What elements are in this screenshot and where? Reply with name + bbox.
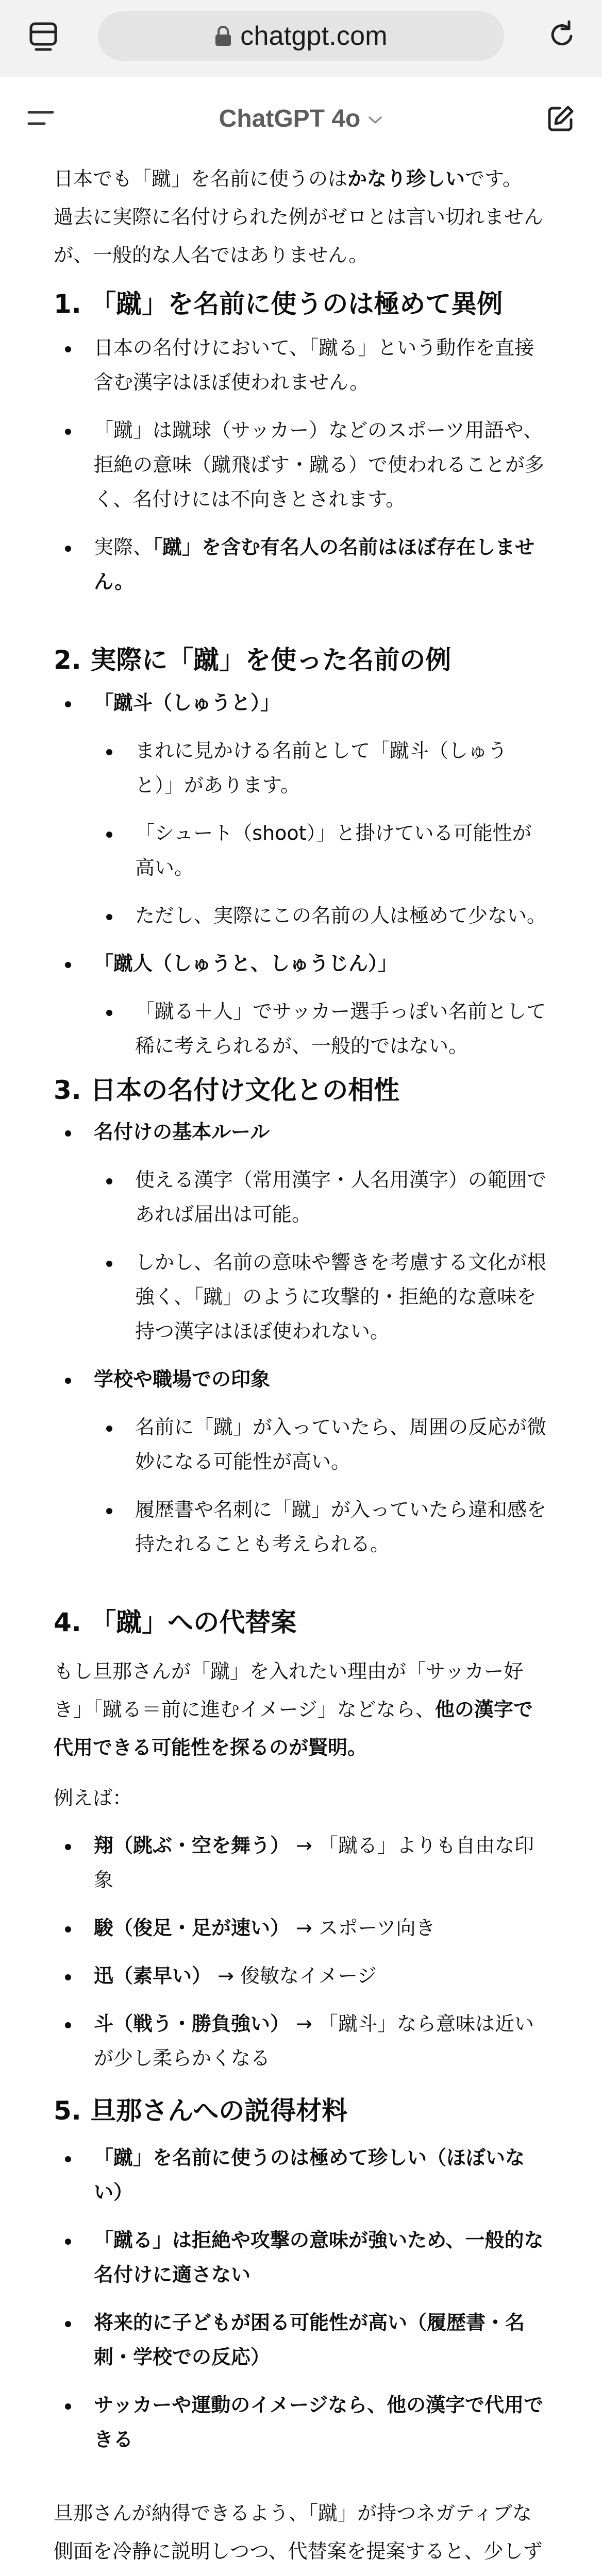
- list-item: [54, 2223, 548, 2292]
- list-item: [94, 994, 548, 1063]
- section-5-heading: 5. 旦那さんへの説得材料: [54, 2096, 348, 2126]
- list-item-text: 「蹴」は蹴球（サッカー）などのスポーツ用語や、: [94, 419, 543, 442]
- list-item: [54, 2141, 548, 2210]
- section-2-sublist-2: [94, 994, 548, 1063]
- list-item-emphasis: 「蹴」を含む有名人の名前はほぼ存在しませ: [153, 536, 535, 558]
- paragraph-text: き」「蹴る＝前に進むイメージ」などなら、: [54, 1698, 435, 1721]
- list-item-text: 実際、: [94, 536, 153, 558]
- section-2-sublist-1: [94, 734, 548, 933]
- list-item-text: ただし、実際にこの名前の人は極めて少ない。: [135, 904, 547, 927]
- section-4-list: [54, 1828, 548, 2076]
- list-item-title: 「蹴斗（しゅうと）」: [94, 691, 280, 714]
- section-5-list: [54, 2141, 548, 2457]
- list-item-text: 妙になる可能性が高い。: [135, 1450, 351, 1473]
- section-2-list: [54, 686, 548, 720]
- list-item-text: が少し柔らかくなる: [94, 2047, 271, 2070]
- chat-header: [0, 77, 602, 160]
- section-3-sublist-2: [94, 1410, 548, 1562]
- section-3-list: [54, 1362, 548, 1397]
- list-item-emphasis: 迅（素早い）: [94, 1964, 212, 1987]
- paragraph-text: 側面を冷静に説明しつつ、代替案を提案すると、少しず: [54, 2540, 543, 2563]
- list-item: [54, 2388, 548, 2457]
- list-item-text: 履歴書や名刺に「蹴」が入っていたら違和感を: [135, 1498, 547, 1521]
- section-3-heading: 3. 日本の名付け文化との相性: [54, 1075, 400, 1105]
- list-item-text: 「蹴る」は拒絶や攻撃の意味が強いため、一般的な: [94, 2229, 544, 2251]
- intro-text: 日本でも「蹴」を名前に使うのは: [54, 167, 348, 190]
- paragraph-emphasis: 代用できる可能性を探るのが賢明。: [54, 1736, 367, 1759]
- list-item-text: きる: [94, 2428, 133, 2451]
- chevron-down-icon: [367, 115, 383, 125]
- list-item-text: 稀に考えられるが、一般的ではない。: [135, 1035, 469, 1057]
- list-item-text: 象: [94, 1869, 114, 1891]
- tabs-icon[interactable]: [27, 20, 60, 53]
- paragraph-text: 旦那さんが納得できるよう、「蹴」が持つネガティブな: [54, 2502, 532, 2524]
- list-item: [54, 413, 548, 517]
- list-item-text: 刺・学校での反応）: [94, 2346, 271, 2368]
- list-item-emphasis: 駿（俊足・足が速い）: [94, 1917, 290, 1939]
- list-item: [94, 816, 548, 885]
- intro-text: 過去に実際に名付けられた例がゼロとは言い切れません: [54, 206, 544, 228]
- list-item: [94, 1493, 548, 1562]
- list-item-text: 持つ漢字はほぼ使われない。: [135, 1320, 390, 1343]
- list-item-text: 「シュート（shoot）」と掛けている可能性が: [135, 822, 532, 844]
- list-item-text: 使える漢字（常用漢字・人名用漢字）の範囲で: [135, 1168, 547, 1191]
- list-item-text: → 俊敏なイメージ: [211, 1964, 377, 1987]
- list-item: [54, 2306, 548, 2375]
- list-item: [54, 2007, 548, 2076]
- list-item-text: 「蹴」を名前に使うのは極めて珍しい（ほぼいな: [94, 2146, 525, 2169]
- list-item: [54, 1959, 548, 1993]
- list-item: [54, 1911, 548, 1945]
- paragraph-emphasis: 他の漢字で: [434, 1698, 533, 1721]
- list-item-title: 学校や職場での印象: [94, 1368, 271, 1391]
- section-1-heading: 1. 「蹴」を名前に使うのは極めて異例: [54, 289, 503, 319]
- list-item: [54, 331, 548, 400]
- list-item-text: 名付けに適さない: [94, 2263, 251, 2286]
- list-item-text: 日本の名付けにおいて、「蹴る」という動作を直接: [94, 336, 534, 359]
- list-item: [54, 1362, 548, 1397]
- list-item-text: → スポーツ向き: [290, 1917, 436, 1939]
- list-item-emphasis: 翔（跳ぶ・空を舞う）: [94, 1834, 290, 1857]
- closing-paragraph: [54, 2494, 548, 2576]
- reload-icon[interactable]: [545, 19, 578, 52]
- list-item-text: 高い。: [135, 856, 194, 879]
- list-item: [94, 1163, 548, 1232]
- list-item-text: と）」があります。: [135, 774, 300, 796]
- list-item-text: 拒絶の意味（蹴飛ばす・蹴る）で使われることが多: [94, 453, 545, 476]
- section-1-list: [54, 331, 548, 599]
- list-item: [94, 899, 548, 933]
- list-item: [54, 1828, 548, 1897]
- list-item-text: サッカーや運動のイメージなら、他の漢字で代用で: [94, 2394, 544, 2416]
- section-4-paragraph: [54, 1652, 548, 1767]
- model-selector[interactable]: [219, 105, 383, 133]
- lock-icon: [214, 26, 232, 46]
- list-item: [54, 946, 548, 981]
- list-item-text: く、名付けには不向きとされます。: [94, 488, 406, 511]
- section-3-sublist-1: [94, 1163, 548, 1349]
- model-title: ChatGPT 4o: [219, 105, 361, 132]
- section-4-heading: 4. 「蹴」への代替案: [54, 1607, 297, 1637]
- list-item-title: 「蹴人（しゅうと、しゅうじん）」: [94, 952, 398, 975]
- intro-paragraph: [54, 160, 548, 274]
- list-item-text: 「蹴る＋人」でサッカー選手っぽい名前として: [135, 1000, 546, 1023]
- list-item: [94, 1410, 548, 1479]
- browser-toolbar: [0, 0, 602, 77]
- list-item-text: まれに見かける名前として「蹴斗（しゅう: [135, 739, 508, 762]
- list-item-text: い）: [94, 2181, 133, 2204]
- paragraph-text: もし旦那さんが「蹴」を入れたい理由が「サッカー好: [54, 1660, 524, 1683]
- list-item: [94, 1245, 548, 1349]
- list-item: [94, 734, 548, 803]
- intro-text: が、一般的な人名ではありません。: [54, 244, 369, 266]
- intro-text: です。: [465, 167, 522, 190]
- list-item: [54, 1115, 548, 1149]
- intro-emphasis: かなり珍しい: [347, 167, 465, 190]
- list-item-text: → 「蹴斗」なら意味は近い: [290, 2012, 534, 2035]
- list-item-text: 含む漢字はほぼ使われません。: [94, 371, 370, 394]
- list-item-text: → 「蹴る」よりも自由な印: [290, 1834, 534, 1857]
- list-item-text: 強く、「蹴」のように攻撃的・拒絶的な意味を: [135, 1285, 537, 1308]
- list-item-title: 名付けの基本ルール: [94, 1121, 270, 1143]
- list-item-text: しかし、名前の意味や響きを考慮する文化が根: [135, 1251, 547, 1274]
- list-item-emphasis: 斗（戦う・勝負強い）: [94, 2012, 290, 2035]
- list-item-text: 持たれることも考えられる。: [135, 1533, 390, 1555]
- section-3-list: [54, 1115, 548, 1149]
- example-label: 例えば：: [54, 1787, 132, 1809]
- list-item: [54, 686, 548, 720]
- list-item-emphasis: ん。: [94, 570, 135, 593]
- list-item: [54, 530, 548, 599]
- assistant-message: [54, 160, 548, 2576]
- url-text: chatgpt.com: [240, 21, 388, 51]
- list-item-text: あれば届出は可能。: [135, 1203, 312, 1226]
- section-2-heading: 2. 実際に「蹴」を使った名前の例: [54, 645, 452, 675]
- list-item-text: 名前に「蹴」が入っていたら、周囲の反応が微: [135, 1416, 547, 1438]
- section-2-list: [54, 946, 548, 981]
- list-item-text: 将来的に子どもが困る可能性が高い（履歴書・名: [94, 2311, 525, 2334]
- address-bar[interactable]: [98, 11, 504, 61]
- new-chat-icon[interactable]: [545, 103, 576, 134]
